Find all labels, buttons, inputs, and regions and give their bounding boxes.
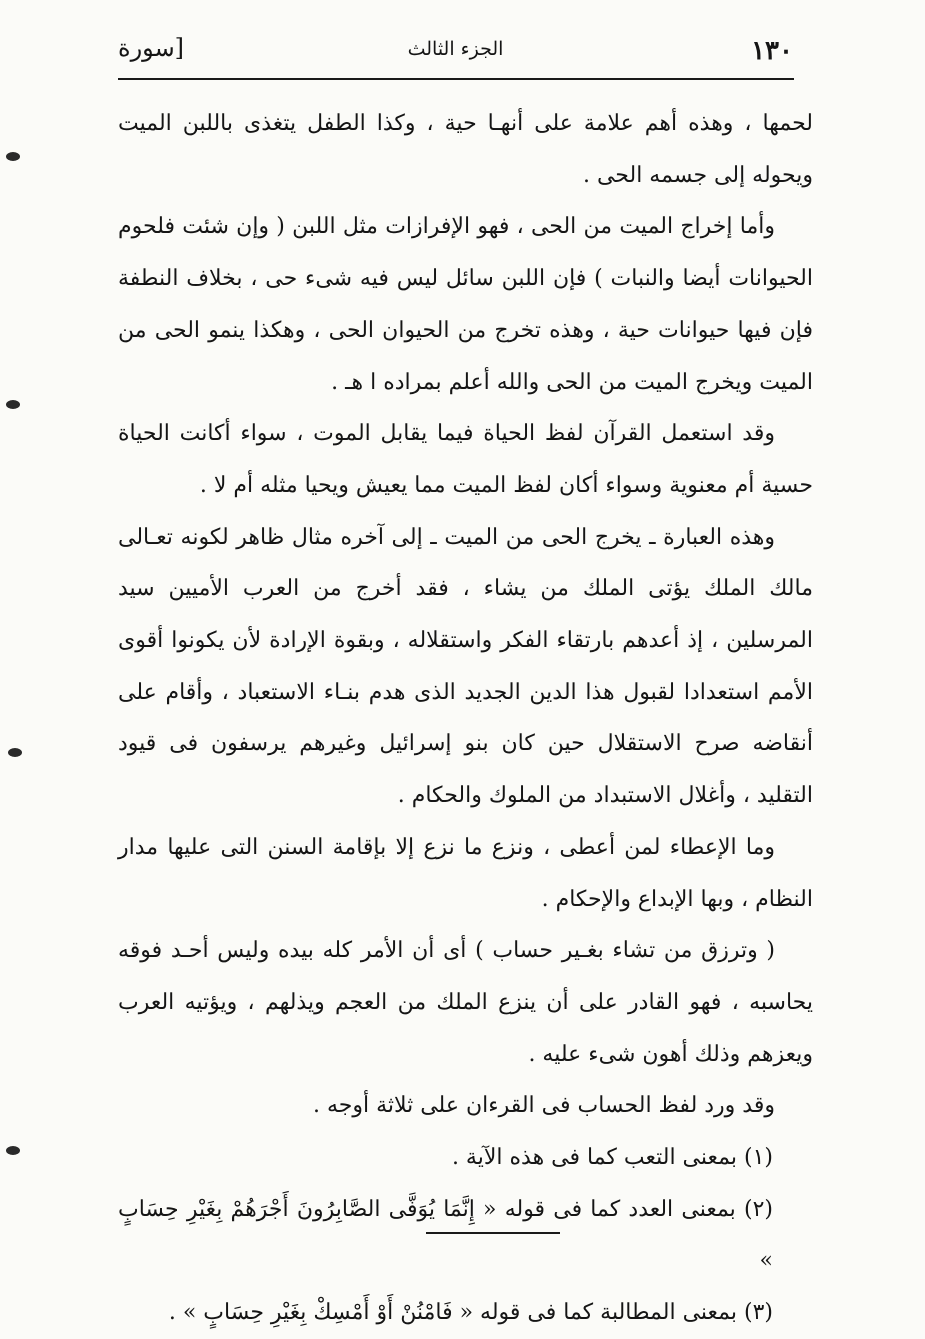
margin-speck — [8, 748, 22, 757]
page-header — [118, 26, 793, 76]
running-title: الجزء الثالث — [407, 38, 504, 60]
body-text — [118, 98, 813, 1339]
list-item: (٢) بمعنى العدد كما فى قوله « إِنَّمَا يُوَفَّى الصَّابِرُونَ أَجْرَهُمْ بِغَيْرِ حِسَابٍ » — [118, 1196, 773, 1274]
paragraph: ( وترزق من تشاء بغـير حساب ) أى أن الأمر كله بيده وليس أحـد فوقه يحاسبه ، فهو القادر على أن ينزع الملك من العجم ويذلهم ، ويؤتيه العرب ويعزهم وذلك أهون شىء عليه . — [118, 938, 813, 1067]
list-item: (٣) بمعنى المطالبة كما فى قوله « فَامْنُنْ أَوْ أَمْسِكْ بِغَيْرِ حِسَابٍ » . — [168, 1300, 773, 1326]
paragraph: وأما إخراج الميت من الحى ، فهو الإفرازات مثل اللبن ( وإن شئت فلحوم الحيوانات أيضا والنبات ) فإن اللبن سائل ليس فيه شىء حى ، بخلاف النطفة فإن فيها حيوانات حية ، وهذه تخرج من الحيوان الحى ، وهكذا ينمو الحى من الميت ويخرج الميت من الحى والله أعلم بمراده ا هـ . — [118, 214, 813, 395]
page-number: ١٣٠ — [751, 36, 793, 66]
paragraph: وما الإعطاء لمن أعطى ، ونزع ما نزع إلا بإقامة السنن التى عليها مدار النظام ، وبها الإبداع والإحكام . — [118, 834, 813, 912]
enumeration-list — [118, 1132, 813, 1339]
margin-speck — [6, 152, 20, 161]
end-rule — [426, 1232, 560, 1234]
surah-label: [سورة — [118, 34, 185, 62]
paragraph: وقد استعمل القرآن لفظ الحياة فيما يقابل الموت ، سواء أكانت الحياة حسية أم معنوية وسواء أكان لفظ الميت مما يعيش ويحيا مثله أم لا . — [118, 421, 813, 498]
paragraph: لحمها ، وهذه أهم علامة على أنهـا حية ، وكذا الطفل يتغذى باللبن الميت ويحوله إلى جسمه الحى . — [118, 111, 813, 188]
margin-speck — [6, 400, 20, 409]
paragraph: وهذه العبارة ـ يخرج الحى من الميت ـ إلى آخره مثال ظاهر لكونه تعـالى مالك الملك يؤتى الملك من يشاء ، فقد أخرج من العرب الأميين سيد المرسلين ، إذ أعدهم بارتقاء الفكر واستقلاله ، وبقوة الإرادة لأن يكونوا أقوى الأمم استعدادا لقبول هذا الدين الجديد الذى هدم بنـاء الاستعباد ، وأقام على أنقاضه صرح الاستقلال حين كان بنو إسرائيل وغيرهم يرسفون فى قيود التقليد ، وأغلال الاستبداد من الملوك والحكام . — [118, 524, 813, 809]
list-item: (١) بمعنى التعب كما فى هذه الآية . — [451, 1145, 773, 1171]
header-rule — [118, 78, 794, 80]
paragraph: وقد ورد لفظ الحساب فى القرءان على ثلاثة أوجه . — [312, 1093, 775, 1119]
margin-speck — [6, 1146, 20, 1155]
